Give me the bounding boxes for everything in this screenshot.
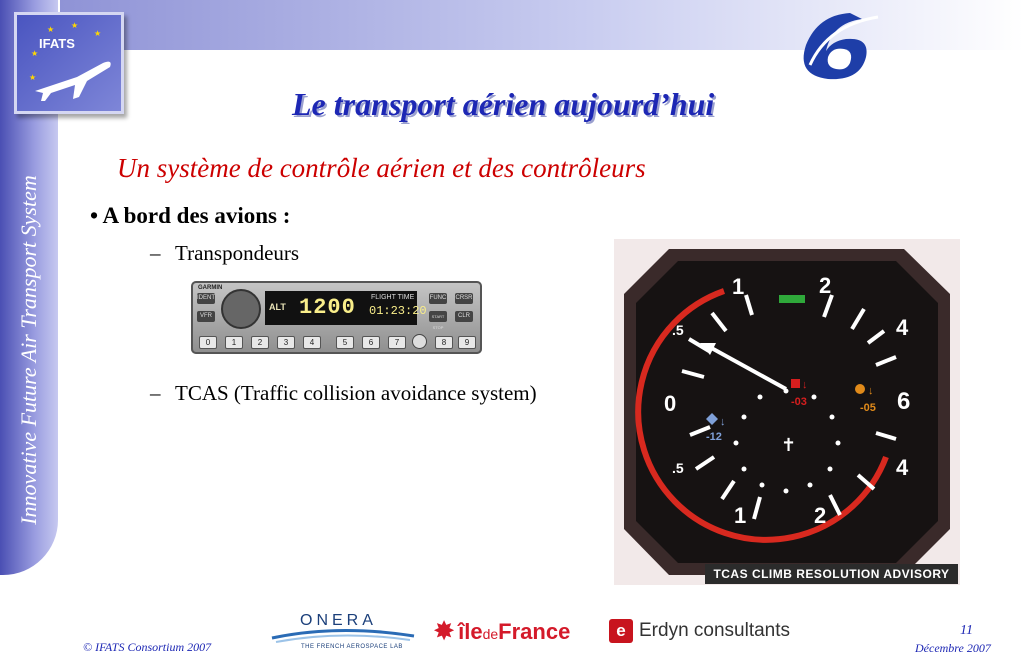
tcas-face (636, 261, 938, 563)
scale-label: .5 (672, 322, 684, 338)
start-stop-button: START STOP (429, 311, 447, 322)
arrow-down-icon: ↓ (802, 379, 808, 391)
key-2: 2 (251, 336, 269, 349)
arrow-down-icon: ↓ (868, 385, 874, 397)
key-0: 0 (199, 336, 217, 349)
scale-label: 1 (734, 503, 747, 528)
tcas-image (614, 239, 960, 585)
slide-subtitle: Un système de contrôle aérien et des contrôleurs (117, 153, 646, 183)
sidebar-tagline: Innovative Future Air Transport System (16, 175, 41, 525)
traffic-label: -05 (860, 402, 876, 414)
sub-item-label: Transpondeurs (175, 241, 300, 265)
footer-copyright: © IFATS Consortium 2007 (83, 640, 212, 654)
key-7: 7 (388, 336, 406, 349)
star-icon: ★ (71, 21, 79, 30)
scale-label: .5 (672, 460, 684, 476)
scale-label: 4 (896, 455, 909, 480)
key-9: 9 (458, 336, 476, 349)
arrow-down-icon: ↓ (720, 416, 726, 428)
flight-time-label: FLIGHT TIME (371, 294, 415, 301)
func-button: FUNC (429, 293, 447, 304)
erdyn-logo (609, 619, 790, 643)
fp6-logo (788, 5, 888, 85)
star-burst-icon: ✸ (434, 618, 455, 645)
clr-button: CLR (455, 311, 473, 322)
small-knob (412, 334, 427, 349)
tcas-caption: TCAS CLIMB RESOLUTION ADVISORY (705, 564, 958, 584)
star-icon: ★ (29, 73, 37, 82)
onera-logo (268, 610, 418, 654)
scale-label: 0 (664, 391, 677, 416)
star-icon: ★ (47, 25, 55, 34)
key-4: 4 (303, 336, 321, 349)
scale-label: 6 (897, 388, 911, 415)
idf-part: de (482, 626, 499, 642)
footer-date: Décembre 2007 (915, 641, 991, 655)
key-5: 5 (336, 336, 354, 349)
bullet-text: A bord des avions : (102, 203, 291, 228)
scale-label: 4 (896, 315, 909, 340)
airplane-icon (17, 15, 121, 111)
onera-logo-text: ONERA (300, 612, 377, 629)
vfr-button: VFR (197, 311, 215, 322)
ifats-logo (14, 12, 124, 114)
page-number: 11 (960, 623, 973, 638)
squawk-code: 1200 (299, 295, 356, 320)
bullet-item: • A bord des avions : (90, 203, 291, 228)
onera-tagline: THE FRENCH AEROSPACE LAB (301, 644, 403, 650)
traffic-ra-icon (791, 379, 800, 388)
ifats-logo-text: IFATS (39, 36, 75, 51)
traffic-label: -03 (791, 396, 807, 408)
slide-title: Le transport aérien aujourd’hui (292, 86, 715, 122)
erdyn-e-icon: e (609, 619, 633, 643)
flight-time-readout: 01:23:20 (369, 304, 427, 318)
key-3: 3 (277, 336, 295, 349)
key-6: 6 (362, 336, 380, 349)
crsr-button: CRSR (455, 293, 473, 304)
own-aircraft-icon: ✝ (781, 435, 797, 455)
transponder-image (191, 281, 482, 354)
transponder-display (265, 291, 427, 325)
mode-readout: ALT (269, 302, 286, 312)
key-1: 1 (225, 336, 243, 349)
traffic-ta-icon (855, 384, 865, 394)
idf-part: France (498, 619, 571, 644)
star-icon: ★ (31, 49, 39, 58)
traffic-label: -12 (706, 431, 722, 443)
scale-label: 2 (814, 503, 827, 528)
scale-label: 1 (732, 274, 745, 299)
green-arc (779, 295, 805, 303)
sub-item-tcas: – TCAS (Traffic collision avoidance system) (150, 381, 537, 405)
ile-de-france-logo (434, 617, 570, 646)
idf-part: île (458, 619, 483, 644)
sub-item-label: TCAS (Traffic collision avoidance system) (175, 381, 537, 405)
ident-button: IDENT (197, 293, 215, 304)
sub-item-transponders: – Transpondeurs (150, 241, 300, 265)
erdyn-logo-text: Erdyn consultants (639, 620, 791, 642)
mode-knob (221, 289, 261, 329)
star-icon: ★ (94, 29, 102, 38)
transponder-brand: GARMIN (198, 285, 223, 291)
key-8: 8 (435, 336, 453, 349)
scale-label: 2 (819, 273, 832, 298)
